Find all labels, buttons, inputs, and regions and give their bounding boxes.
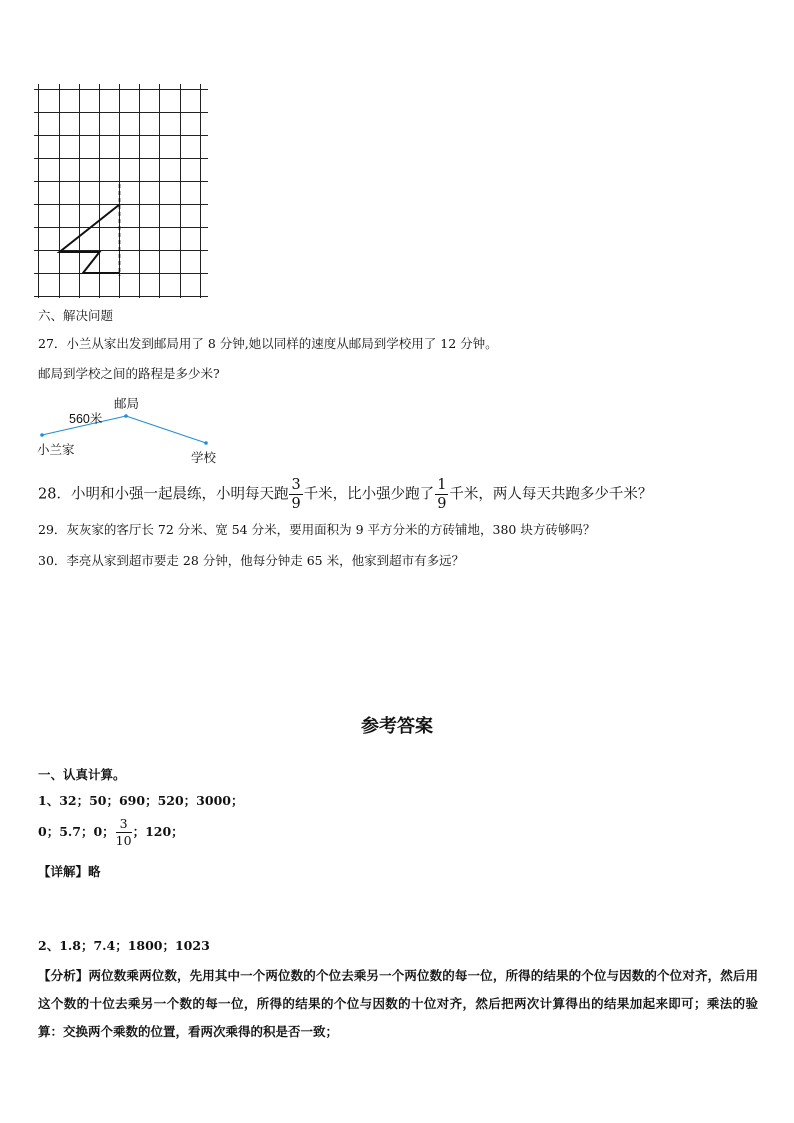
answers-title: 参考答案: [361, 716, 433, 737]
answer-1-line2: [38, 817, 184, 847]
q27-line2: 邮局到学校之间的路程是多少米?: [38, 366, 220, 381]
school-label: 学校: [191, 451, 217, 465]
answer-1-line2-prefix: 0；5.7；0；: [38, 824, 115, 839]
answer-1-detail: 【详解】略: [38, 864, 101, 879]
fraction-denominator: 9: [437, 495, 447, 512]
q28: [38, 478, 652, 511]
fraction-numerator: 3: [291, 477, 301, 493]
grid-lines: [34, 84, 208, 298]
q28-suffix: 千米，两人每天共跑多少千米？: [449, 486, 653, 503]
half-shape: [60, 205, 120, 274]
section-title: 六、解决问题: [38, 308, 114, 323]
fraction-numerator: 3: [116, 818, 132, 833]
answer-2-analysis: 【分析】两位数乘两位数，先用其中一个两位数的个位去乘另一个两位数的每一位，所得的结果的个位与因数的个位对齐，然后用这个数的十位去乘另一个数的每一位，所得的结果的个位与因数的十位对齐，然后把两次计算得出的结果加起来即可；乘法的验算：交换两个乘数的位置，看两次乘得的积是否一致；: [38, 968, 758, 1039]
q30: 30．李亮从家到超市要走 28 分钟，他每分钟走 65 米，他家到超市有多远？: [38, 553, 465, 568]
q28-fraction-1: [289, 478, 302, 511]
q28-prefix: 28．小明和小强一起晨练，小明每天跑: [38, 486, 289, 503]
answers-section-1: 一、认真计算。: [38, 767, 126, 782]
grid-figure: [30, 80, 214, 302]
q28-fraction-2: [435, 478, 448, 511]
answer-1-line1: 1、32；50；690；520；3000；: [38, 793, 244, 808]
home-label: 小兰家: [37, 443, 75, 457]
fraction-denominator: 10: [115, 832, 132, 848]
post-to-school-line: [126, 416, 206, 443]
post-office-label: 邮局: [114, 397, 140, 411]
home-point: [40, 433, 44, 437]
school-point: [204, 441, 208, 445]
fraction-numerator: 1: [437, 477, 447, 493]
answer-2-line1: 2、1.8；7.4；1800；1023: [38, 938, 210, 953]
q27-line1: 27．小兰从家出发到邮局用了 8 分钟,她以同样的速度从邮局到学校用了 12 分钟。: [38, 336, 498, 351]
q29: 29．灰灰家的客厅长 72 分米、宽 54 分米，要用面积为 9 平方分米的方砖铺地，380 块方砖够吗？: [38, 522, 596, 537]
answer-1-fraction: [116, 818, 132, 847]
q28-mid: 千米，比小强少跑了: [303, 486, 435, 503]
distance-label: 560米: [69, 412, 103, 426]
fraction-denominator: 9: [291, 495, 301, 512]
answer-1-line2-suffix: ；120；: [132, 824, 184, 839]
post-point: [124, 414, 128, 418]
